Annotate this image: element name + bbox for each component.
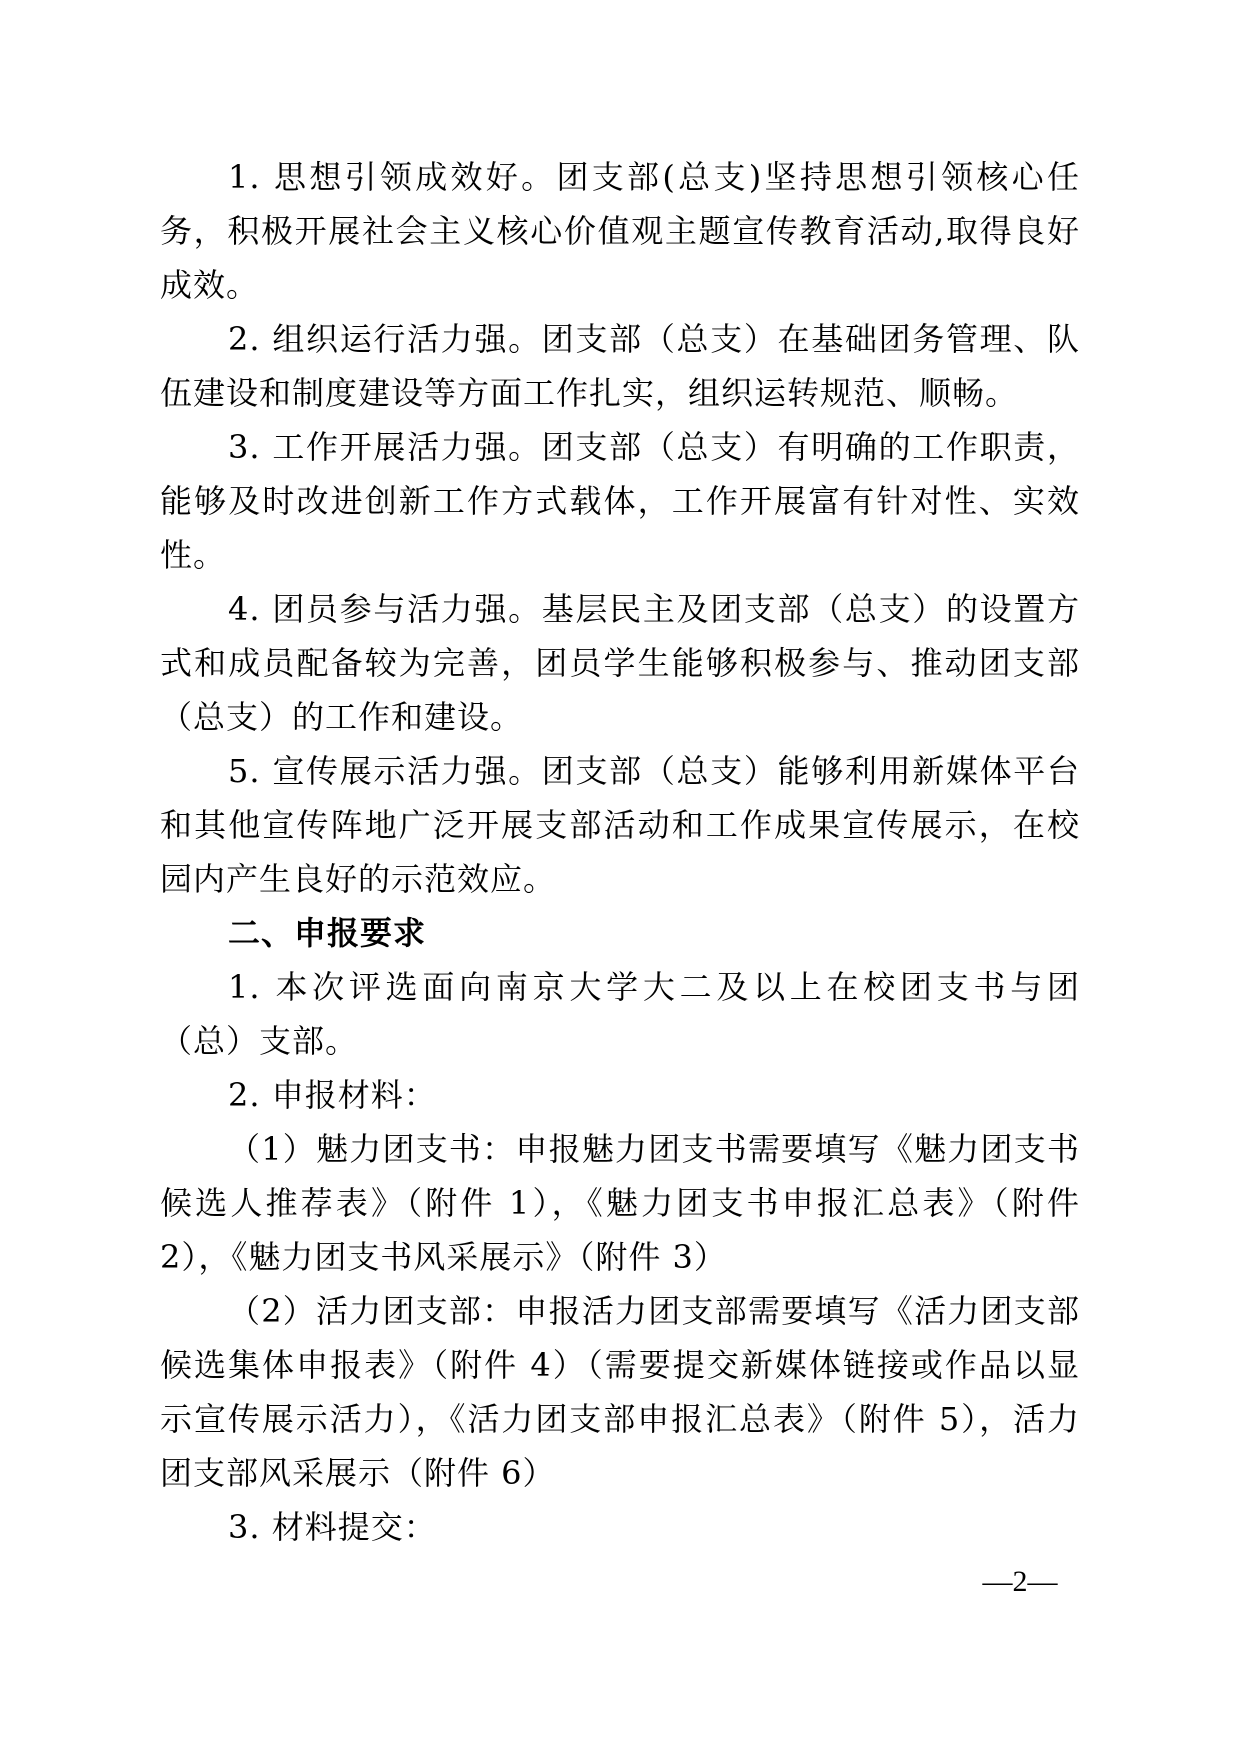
criterion-5-paragraph: 5. 宣传展示活力强。团支部（总支）能够利用新媒体平台和其他宣传阵地广泛开展支部活动和工作成果宣传展示，在校园内产生良好的示范效应。 — [160, 752, 1080, 898]
criterion-4-paragraph: 4. 团员参与活力强。基层民主及团支部（总支）的设置方式和成员配备较为完善，团员学生能够积极参与、推动团支部（总支）的工作和建设。 — [160, 590, 1080, 736]
requirement-2-1-paragraph: （1）魅力团支书：申报魅力团支书需要填写《魅力团支书候选人推荐表》（附件 1），《魅力团支书申报汇总表》（附件 2），《魅力团支书风采展示》（附件 3） — [160, 1130, 1080, 1276]
requirement-2-paragraph: 2. 申报材料： — [228, 1076, 437, 1114]
criterion-3-paragraph: 3. 工作开展活力强。团支部（总支）有明确的工作职责，能够及时改进创新工作方式载体，工作开展富有针对性、实效性。 — [160, 428, 1080, 574]
criterion-1-paragraph: 1. 思想引领成效好。团支部(总支)坚持思想引领核心任务，积极开展社会主义核心价值观主题宣传教育活动,取得良好成效。 — [160, 158, 1080, 304]
section-heading: 二、申报要求 — [228, 914, 427, 952]
requirement-1-paragraph: 1. 本次评选面向南京大学大二及以上在校团支书与团（总）支部。 — [160, 968, 1080, 1060]
page-number: —2— — [982, 1565, 1058, 1598]
criterion-2-paragraph: 2. 组织运行活力强。团支部（总支）在基础团务管理、队伍建设和制度建设等方面工作扎实，组织运转规范、顺畅。 — [160, 320, 1080, 412]
document-body — [160, 150, 1080, 1554]
requirement-3-paragraph: 3. 材料提交： — [228, 1508, 437, 1546]
requirement-2-2-paragraph: （2）活力团支部：申报活力团支部需要填写《活力团支部候选集体申报表》（附件 4）（需要提交新媒体链接或作品以显示宣传展示活力），《活力团支部申报汇总表》（附件 5），活力团支部风采展示（附件 6） — [160, 1292, 1080, 1492]
